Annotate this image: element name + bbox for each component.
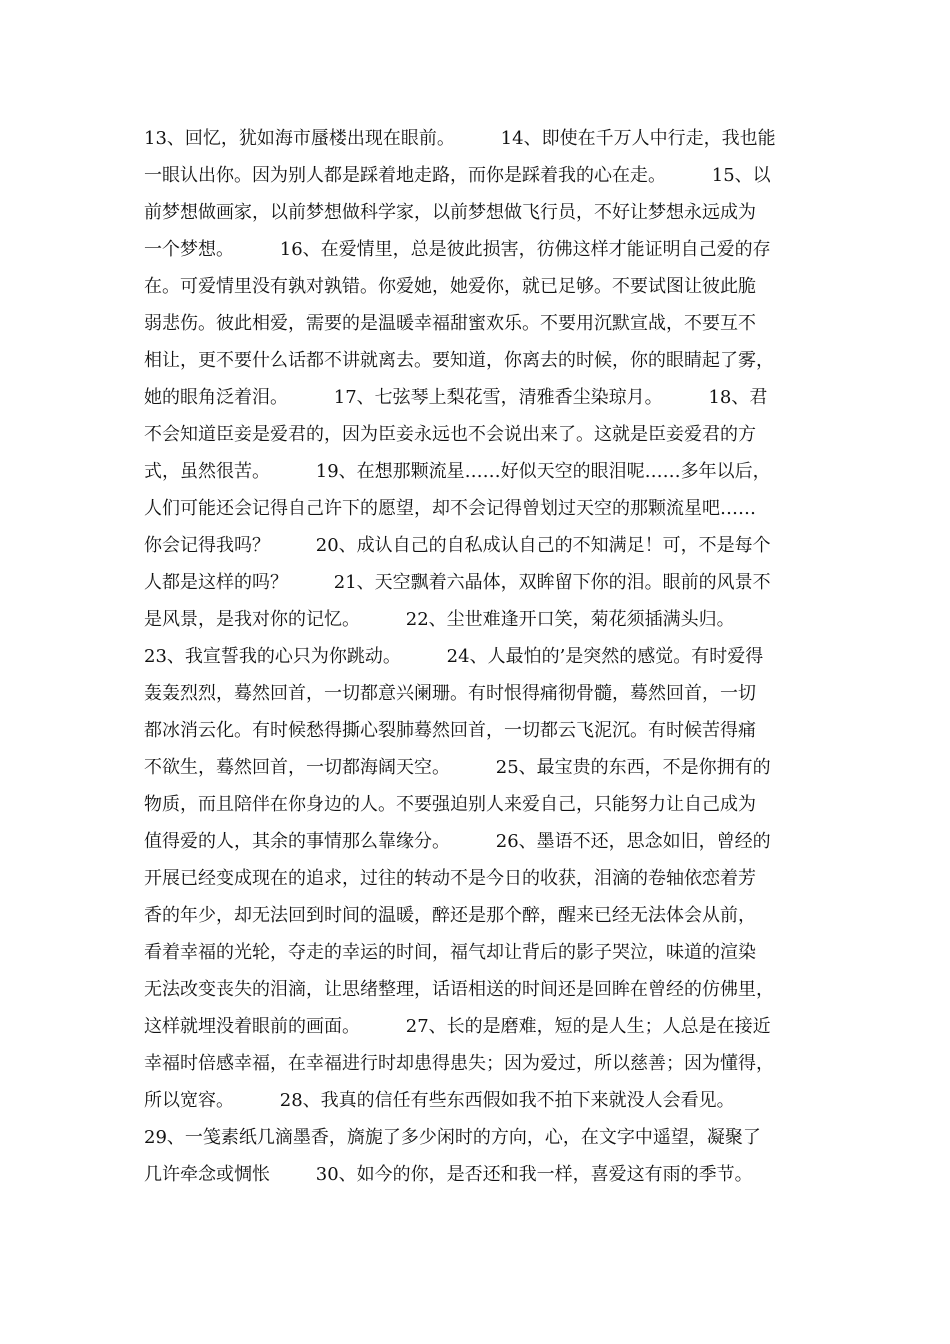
text-line: 一眼认出你。因为别人都是踩着地走路，而你是踩着我的心在走。 15、以	[144, 165, 771, 186]
text-line: 值得爱的人，其余的事情那么靠缘分。 26、墨语不还，思念如旧，曾经的	[144, 831, 771, 852]
text-line: 相让，更不要什么话都不讲就离去。要知道，你离去的时候，你的眼睛起了雾，	[144, 350, 774, 371]
text-line: 29、一笺素纸几滴墨香，旖旎了多少闲时的方向，心，在文字中遥望，凝聚了	[144, 1127, 761, 1148]
text-line: 看着幸福的光轮，夺走的幸运的时间，福气却让背后的影子哭泣，味道的渲染	[144, 942, 756, 963]
text-line: 她的眼角泛着泪。 17、七弦琴上梨花雪，清雅香尘染琼月。 18、君	[144, 387, 768, 408]
text-line: 你会记得我吗？ 20、成认自己的自私成认自己的不知满足！可，不是每个	[144, 535, 771, 556]
text-line: 在。可爱情里没有孰对孰错。你爱她，她爱你，就已足够。不要试图让彼此脆	[144, 276, 756, 297]
text-line: 都冰消云化。有时候愁得撕心裂肺蓦然回首，一切都云飞泥沉。有时候苦得痛	[144, 720, 756, 741]
text-line: 轰轰烈烈，蓦然回首，一切都意兴阑珊。有时恨得痛彻骨髓，蓦然回首，一切	[144, 683, 756, 704]
text-line: 香的年少，却无法回到时间的温暖，醉还是那个醉，醒来已经无法体会从前，	[144, 905, 756, 926]
text-line: 不会知道臣妾是爱君的，因为臣妾永远也不会说出来了。这就是臣妾爱君的方	[144, 424, 756, 445]
text-line: 无法改变丧失的泪滴，让思绪整理，话语相送的时间还是回眸在曾经的仿佛里，	[144, 979, 774, 1000]
text-line: 人都是这样的吗？ 21、天空飘着六晶体，双眸留下你的泪。眼前的风景不	[144, 572, 771, 593]
text-line: 弱悲伤。彼此相爱，需要的是温暖幸福甜蜜欢乐。不要用沉默宣战，不要互不	[144, 313, 756, 334]
text-line: 所以宽容。 28、我真的信任有些东西假如我不拍下来就没人会看见。	[144, 1090, 735, 1111]
body-text	[144, 120, 824, 1193]
text-line: 前梦想做画家，以前梦想做科学家，以前梦想做飞行员，不好让梦想永远成为	[144, 202, 756, 223]
text-line: 几许牵念或惆怅 30、如今的你，是否还和我一样，喜爱这有雨的季节。	[144, 1164, 753, 1185]
text-line: 一个梦想。 16、在爱情里，总是彼此损害，彷佛这样才能证明自己爱的存	[144, 239, 771, 260]
text-line: 幸福时倍感幸福，在幸福进行时却患得患失；因为爱过，所以慈善；因为懂得，	[144, 1053, 774, 1074]
text-line: 开展已经变成现在的追求，过往的转动不是今日的收获，泪滴的卷轴依恋着芳	[144, 868, 756, 889]
text-line: 23、我宣誓我的心只为你跳动。 24、人最怕的’是突然的感觉。有时爱得	[144, 646, 764, 667]
text-line: 这样就埋没着眼前的画面。 27、长的是磨难，短的是人生；人总是在接近	[144, 1016, 771, 1037]
text-line: 是风景，是我对你的记忆。 22、尘世难逢开口笑，菊花须插满头归。	[144, 609, 735, 630]
text-line: 人们可能还会记得自己许下的愿望，却不会记得曾划过天空的那颗流星吧……	[144, 498, 756, 519]
text-line: 式，虽然很苦。 19、在想那颗流星……好似天空的眼泪呢……多年以后，	[144, 461, 771, 482]
text-line: 物质，而且陪伴在你身边的人。不要强迫别人来爱自己，只能努力让自己成为	[144, 794, 756, 815]
text-line: 13、回忆，犹如海市蜃楼出现在眼前。 14、即使在千万人中行走，我也能	[144, 128, 776, 149]
text-line: 不欲生，蓦然回首，一切都海阔天空。 25、最宝贵的东西，不是你拥有的	[144, 757, 771, 778]
